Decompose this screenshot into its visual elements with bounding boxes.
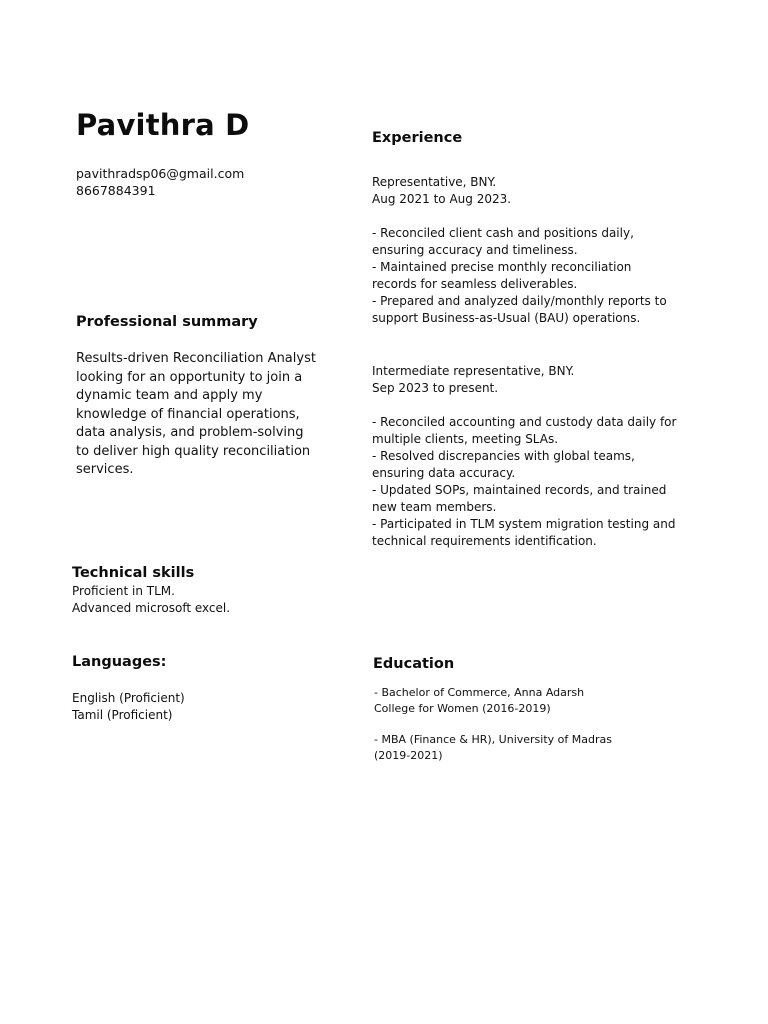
summary-line: Results-driven Reconciliation Analyst	[76, 351, 316, 366]
skill-item: Proficient in TLM.	[72, 584, 175, 598]
job-entry-1	[372, 174, 667, 327]
candidate-name: Pavithra D	[76, 108, 250, 142]
job-duty-line: - Participated in TLM system migration testing and	[372, 517, 676, 531]
job-duty-line: - Prepared and analyzed daily/monthly reports to	[372, 294, 667, 308]
skills-heading: Technical skills	[72, 565, 195, 581]
job-duty-line: - Reconciled client cash and positions daily,	[372, 226, 634, 240]
job-title: Representative, BNY.	[372, 175, 497, 189]
education-line: College for Women (2016-2019)	[374, 702, 551, 715]
job-duty-line: - Reconciled accounting and custody data daily for	[372, 415, 677, 429]
phone-text: 8667884391	[76, 183, 156, 198]
language-item: Tamil (Proficient)	[72, 708, 173, 722]
summary-line: to deliver high quality reconciliation	[76, 443, 311, 459]
education-line: - Bachelor of Commerce, Anna Adarsh	[374, 686, 585, 699]
job-dates: Sep 2023 to present.	[372, 381, 499, 395]
contact-block	[76, 165, 244, 199]
summary-line: knowledge of financial operations,	[76, 406, 300, 422]
summary-line: dynamic team and apply my	[76, 388, 263, 403]
job-duty-line: support Business-as-Usual (BAU) operations.	[372, 311, 641, 325]
summary-line: looking for an opportunity to join a	[76, 369, 303, 385]
skills-list	[72, 583, 230, 617]
experience-heading: Experience	[372, 130, 463, 146]
language-item: English (Proficient)	[72, 691, 185, 705]
languages-list	[72, 690, 185, 724]
summary-line: services.	[76, 462, 134, 477]
job-entry-2	[372, 363, 676, 550]
job-duty-line: technical requirements identification.	[372, 534, 597, 548]
job-duty-line: - Maintained precise monthly reconciliation	[372, 260, 632, 274]
education-entry-1	[374, 685, 584, 717]
summary-text	[76, 350, 338, 480]
job-duty-line: new team members.	[372, 500, 497, 514]
summary-line: data analysis, and problem-solving	[76, 425, 304, 440]
job-duty-line: records for seamless deliverables.	[372, 277, 578, 291]
job-duty-line: multiple clients, meeting SLAs.	[372, 432, 559, 446]
job-title: Intermediate representative, BNY.	[372, 364, 575, 378]
education-line: (2019-2021)	[374, 749, 443, 762]
education-entry-2	[374, 732, 612, 764]
education-heading: Education	[373, 656, 455, 672]
job-duty-line: - Updated SOPs, maintained records, and trained	[372, 483, 667, 497]
languages-heading: Languages:	[72, 654, 167, 670]
job-duty-line: ensuring data accuracy.	[372, 466, 516, 480]
email-text: pavithradsp06@gmail.com	[76, 166, 245, 181]
summary-heading: Professional summary	[76, 314, 258, 330]
job-duty-line: - Resolved discrepancies with global teams,	[372, 449, 635, 463]
job-dates: Aug 2021 to Aug 2023.	[372, 192, 512, 206]
skill-item: Advanced microsoft excel.	[72, 601, 231, 615]
education-line: - MBA (Finance & HR), University of Madras	[374, 733, 612, 746]
job-duty-line: ensuring accuracy and timeliness.	[372, 243, 578, 257]
